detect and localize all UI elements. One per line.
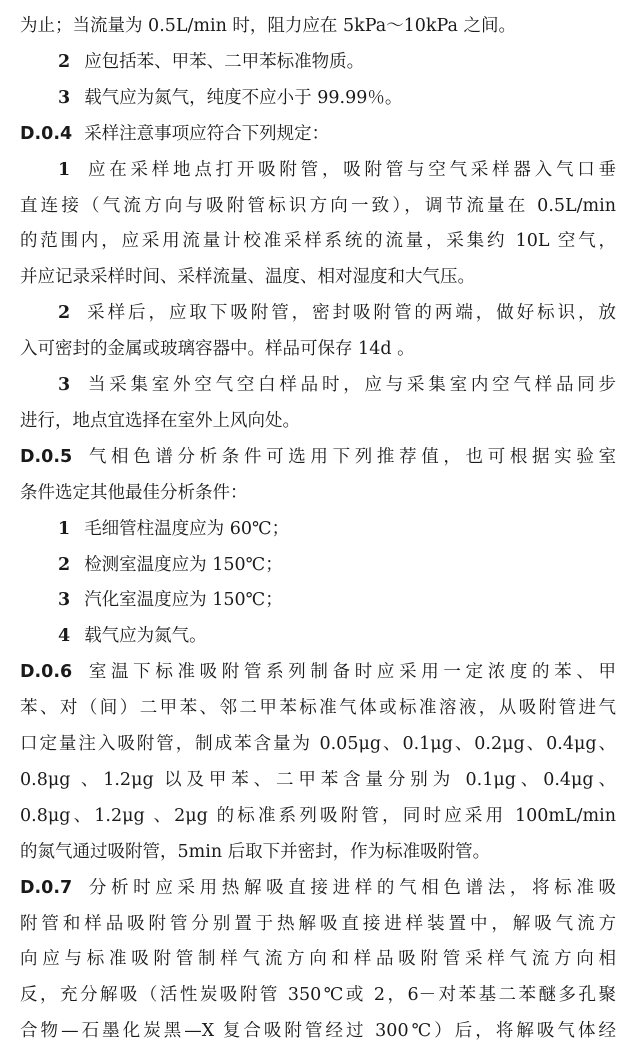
list-item (58, 78, 616, 118)
line-text: 采样注意事项应符合下列规定： (84, 123, 330, 144)
text-line (20, 688, 616, 728)
line-text: 合物—石墨化炭黑—X 复合吸附管经过 300℃）后，将解吸气体经 (20, 1021, 616, 1042)
line-text: 检测室温度应为 150℃； (84, 554, 283, 575)
list-item (58, 293, 616, 333)
text-line (20, 1011, 616, 1051)
list-item (58, 545, 616, 585)
list-item (58, 580, 616, 620)
item-number: 2 (58, 303, 71, 324)
text-line (20, 473, 616, 513)
text-line (20, 904, 616, 944)
line-text: 室温下标准吸附管系列制备时应采用一定浓度的苯、甲 (84, 662, 616, 683)
clause-number: D.0.6 (20, 662, 73, 683)
line-text: 的氮气通过吸附管，5min 后取下并密封，作为标准吸附管。 (20, 841, 491, 862)
text-line (20, 724, 616, 764)
text-line (20, 939, 616, 979)
section-clause (20, 437, 616, 477)
text-line (20, 6, 616, 46)
line-text: 反，充分解吸（活性炭吸附管 350℃或 2，6－对苯基二苯醚多孔聚 (20, 985, 616, 1006)
text-line (20, 257, 616, 297)
line-text: 载气应为氮气。 (84, 626, 207, 647)
text-line (20, 221, 616, 261)
line-text: 向应与标准吸附管制样气流方向和样品吸附管采样气流方向相 (20, 949, 616, 970)
clause-number: D.0.5 (20, 446, 73, 467)
line-text: 汽化室温度应为 150℃； (84, 590, 283, 611)
line-text: 当采集室外空气空白样品时，应与采集室内空气样品同步 (84, 375, 616, 395)
item-number: 3 (58, 87, 71, 108)
item-number: 1 (58, 518, 71, 539)
item-number: 2 (58, 51, 71, 72)
line-text: 0.8μg、1.2μg 、2μg 的标准系列吸附管，同时应采用 100mL/min (20, 805, 616, 826)
line-text: 的范围内，应采用流量计校准采样系统的流量，采集约 10L 空气， (20, 231, 616, 252)
list-item (58, 150, 616, 190)
item-number: 3 (58, 590, 71, 611)
text-line (20, 796, 616, 836)
item-number: 1 (58, 159, 71, 180)
list-item (58, 365, 616, 405)
line-text: 毛细管柱温度应为 60℃； (84, 518, 290, 539)
item-number: 4 (58, 626, 71, 647)
line-text: 并应记录采样时间、采样流量、温度、相对湿度和大气压。 (20, 267, 475, 288)
list-item (58, 42, 616, 82)
line-text: 进行，地点宜选择在室外上风向处。 (20, 410, 300, 431)
text-line (20, 832, 616, 872)
section-clause (20, 114, 616, 154)
item-number: 3 (58, 375, 71, 395)
line-text: 附管和样品吸附管分别置于热解吸直接进样装置中，解吸气流方 (20, 913, 616, 934)
line-text: 直连接（气流方向与吸附管标识方向一致），调节流量在 0.5L/min (20, 195, 616, 216)
line-text: 苯、对（间）二甲苯、邻二甲苯标准气体或标准溶液，从吸附管进气 (20, 698, 616, 719)
text-line (20, 329, 616, 369)
line-text: 口定量注入吸附管，制成苯含量为 0.05μg、0.1μg、0.2μg、0.4μg、 (20, 734, 616, 754)
text-line (20, 401, 616, 441)
clause-number: D.0.7 (20, 877, 73, 898)
line-text: 入可密封的金属或玻璃容器中。样品可保存 14d 。 (20, 339, 415, 360)
line-text: 采样后，应取下吸附管，密封吸附管的两端，做好标识，放 (84, 303, 616, 324)
line-text: 为止；当流量为 0.5L/min 时，阻力应在 5kPa～10kPa 之间。 (20, 16, 517, 36)
line-text: 载气应为氮气，纯度不应小于 99.99％。 (84, 87, 403, 108)
list-item (58, 616, 616, 656)
line-text: 条件选定其他最佳分析条件： (20, 482, 248, 503)
line-text: 气相色谱分析条件可选用下列推荐值，也可根据实验室 (84, 446, 616, 467)
list-item (58, 509, 616, 549)
line-text: 应在采样地点打开吸附管，吸附管与空气采样器入气口垂 (84, 159, 616, 180)
item-number: 2 (58, 554, 71, 575)
text-line (20, 975, 616, 1015)
section-clause (20, 652, 616, 692)
section-clause (20, 868, 616, 908)
line-text: 应包括苯、甲苯、二甲苯标准物质。 (84, 51, 365, 72)
clause-number: D.0.4 (20, 123, 73, 144)
line-text: 分析时应采用热解吸直接进样的气相色谱法，将标准吸 (84, 877, 616, 898)
line-text: 0.8μg 、1.2μg 以及甲苯、二甲苯含量分别为 0.1μg、0.4μg、 (20, 769, 616, 790)
text-line (20, 760, 616, 800)
text-line (20, 186, 616, 226)
